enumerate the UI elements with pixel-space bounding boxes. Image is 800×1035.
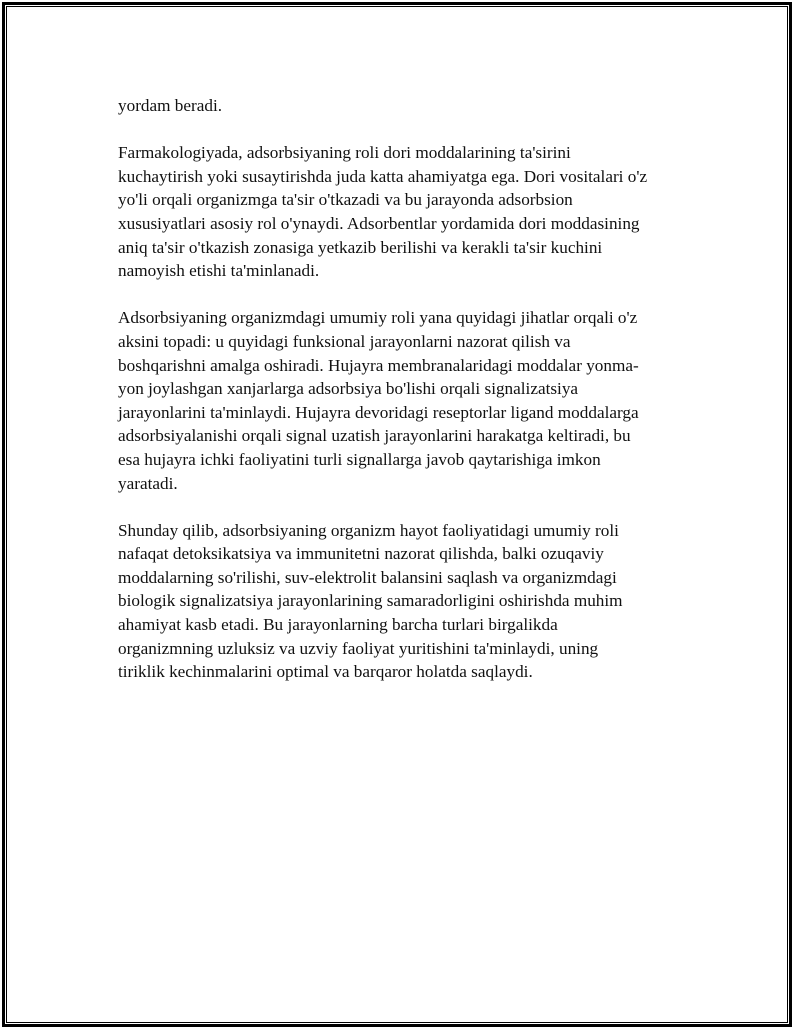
document-page [2,2,792,1027]
paragraph-conclusion: Shunday qilib, adsorbsiyaning organizm hayot faoliyatidagi umumiy roli nafaqat detoksikatsiya va immunitetni nazorat qilishda, balki ozuqaviy moddalarning so'rilishi, suv-elektrolit balansini saqlash va organizmdagi biologik signalizatsiya jarayonlarining samaradorligini oshirishda muhim ahamiyat kasb etadi. Bu jarayonlarning barcha turlari birgalikda organizmning uzluksiz va uzviy faoliyat yuritishini ta'minlaydi, uning tiriklik kechinmalarini optimal va barqaror holatda saqlaydi. [118,520,623,682]
document-body [118,94,688,707]
paragraph-general-role: Adsorbsiyaning organizmdagi umumiy roli yana quyidagi jihatlar orqali o'z aksini topadi: u quyidagi funksional jarayonlarni nazorat qilish va boshqarishni amalga oshiradi. Hujayra membranalaridagi moddalar yonma- yon joylashgan xanjarlarga adsorbsiya bo'lishi orqali signalizatsiya jarayonlarini ta'minlaydi. Hujayra devoridagi reseptorlar ligand moddalarga adsorbsiyalanishi orqali signal uzatish jarayonlarini harakatga keltiradi, bu esa hujayra ichki faoliyatini turli signallarga javob qaytarishiga imkon yaratadi. [118,308,639,493]
paragraph-pharmacology: Farmakologiyada, adsorbsiyaning roli dori moddalarining ta'sirini kuchaytirish yoki susaytirishda juda katta ahamiyatga ega. Dori vositalari o'z yo'li orqali organizmga ta'sir o'tkazadi va bu jarayonda adsorbsion xususiyatlari asosiy rol o'ynaydi. Adsorbentlar yordamida dori moddasining aniq ta'sir o'tkazish zonasiga yetkazib berilishi va kerakli ta'sir kuchini namoyish etishi ta'minlanadi. [118,143,648,281]
paragraph-continuation: yordam beradi. [118,96,223,115]
